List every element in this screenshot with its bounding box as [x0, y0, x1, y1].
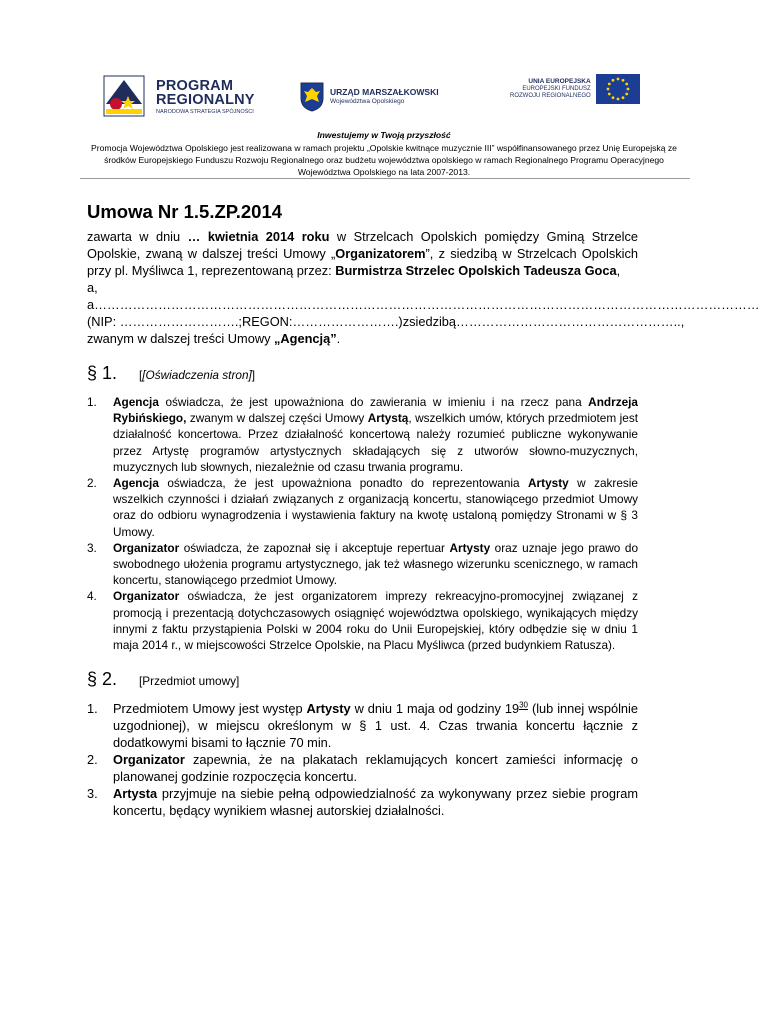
section-1-title: [[Oświadczenia stron]]: [139, 368, 256, 382]
item-text: (lub innej wspólnie uzgodnionej), w miejscu określonym w § 1 ust. 4. Czas trwania koncertu łącznie z dodatkowymi bisami to łącznie 70 min.: [113, 701, 638, 751]
section-2-heading: [87, 671, 638, 690]
artist-term: Artystą: [367, 411, 409, 426]
item-number: 2.: [87, 476, 97, 491]
ue-line2: EUROPEJSKI FUNDUSZ: [522, 85, 591, 92]
regon-label: REGON:: [242, 314, 293, 329]
list-item: [87, 588, 638, 653]
item-number: 3.: [87, 540, 97, 555]
list-item: [87, 475, 638, 540]
program-sub: NARODOWA STRATEGIA SPÓJNOŚCI: [156, 108, 254, 115]
item-text: przyjmuje na siebie pełną odpowiedzialność za wykonywany przez siebie program koncertu, będący wynikiem własnej autorskiej działalności.: [113, 786, 638, 819]
agency-line: [87, 330, 638, 347]
item-party: Organizator: [113, 752, 185, 768]
item-text: oświadcza, że jest upoważniona ponadto do reprezentowania: [158, 476, 529, 491]
item-text: , wszelkich umów, których przedmiotem jest działalność koncertowa. Przez działalność koncertową należy rozumieć publiczne wykonywanie przez Artystę programów artystycznych składających się z utworów słowno-muzycznych, muzycznych lub słownych, niezależnie od czasu trwania programu.: [113, 411, 638, 474]
opole-coat-of-arms-icon: [300, 82, 324, 112]
urzad-marszalkowski-logo: [300, 82, 439, 112]
intro-date: … kwietnia 2014 roku: [187, 229, 330, 244]
section-2-number: § 2.: [87, 669, 118, 690]
item-party: Agencja: [113, 476, 159, 491]
item-number: 1.: [87, 395, 97, 409]
item-text: oświadcza, że zapoznał się i akceptuje repertuar: [179, 540, 450, 555]
intro-text: zawarta w dniu: [87, 229, 188, 244]
intro-text: w Strzelcach Opolskich pomiędzy Gminą Strzelce Opolskie, zwaną w dalszej treści Umowy „: [87, 229, 638, 261]
item-text: oraz uznaje jego prawo do swobodnego ułożenia programu artystycznego, jak też własnego wizerunku scenicznego, w ramach koncertu, stanowiącego przedmiot Umowy.: [113, 540, 639, 588]
item-text: w zakresie wszelkich czynności i działań związanych z organizacją koncertu, stanowiącego przedmiot Umowy oraz do odbioru wynagrodzenia i wystawienia faktury na kwotę ustaloną pomiędzy Stronami w § 3 Umowy.: [113, 476, 638, 539]
list-item: [87, 700, 638, 751]
item-party: Organizator: [113, 589, 180, 604]
document-title: Umowa Nr 1.5.ZP.2014: [87, 201, 283, 222]
intro-line-a: a,: [87, 280, 98, 295]
unia-europejska-logo: [510, 74, 640, 104]
list-item: [87, 540, 638, 589]
item-text: oświadcza, że jest organizatorem imprezy rekreacyjno-promocyjnej związanej z promocją i prezentacją dotychczasowych osiągnięć województwa opolskiego, wynikających między innymi z faktu przystąpienia Polski w 2004 roku do Unii Europejskiej, który odbędzie się w dniu 1 maja 2014 r., w miejscowości Strzelce Opolskie, na Placu Myśliwca (przed budynkiem Ratusza).: [113, 589, 638, 653]
document-body: [87, 228, 760, 819]
header-divider: [80, 178, 690, 179]
item-text: w dniu 1 maja od godziny 19: [350, 701, 520, 717]
item-number: 3.: [87, 786, 98, 802]
nip-regon-line: [87, 313, 685, 330]
agency-term: „Agencją”: [274, 331, 337, 346]
item-text: oświadcza, że jest upoważniona do zawierania w imieniu i na rzecz pana: [158, 395, 589, 409]
eu-flag-icon: [596, 74, 640, 104]
item-number: 4.: [87, 589, 97, 604]
agency-text: zwanym w dalszej treści Umowy: [87, 331, 275, 346]
list-item: [87, 394, 638, 475]
seat-blank: ……………………………………………..,: [456, 314, 685, 329]
regon-blank: …………………….): [292, 314, 403, 329]
agency-text: .: [336, 331, 341, 346]
organizer-term: Organizatorem: [335, 246, 426, 261]
item-number: 1.: [87, 701, 98, 717]
artist-term: Artysty: [449, 540, 491, 555]
section-1-title-text: [Oświadczenia stron]: [142, 368, 252, 382]
item-party: Artysta: [113, 786, 158, 802]
intro-paragraph: [87, 228, 638, 279]
investment-notice: [80, 129, 688, 178]
item-party: Agencja: [113, 395, 159, 409]
section-1-list: [87, 394, 638, 653]
item-text: Przedmiotem Umowy jest występ: [113, 701, 307, 717]
item-text: zapewnia, że na plakatach reklamujących koncert zamieści informację o planowanej godzinie rozpoczęcia koncertu.: [113, 752, 638, 785]
program-line1: PROGRAM: [156, 77, 234, 94]
ue-line3: ROZWOJU REGIONALNEGO: [510, 92, 591, 99]
agency-name-blank: …………………………………………………………………………………………………………………………………………: [94, 297, 760, 312]
invest-text: Promocja Województwa Opolskiego jest realizowana w ramach projektu „Opolskie kwitnące muzycznie III” współfinansowanego przez Unię Europejską ze środków Europejskiego Funduszu Rozwoju Regionalnego oraz budżetu województwa opolskiego w ramach Regionalnego Programu Operacyjnego Województwa Opolskiego na lata 2007-2013.: [91, 143, 677, 177]
ue-line1: UNIA EUROPEJSKA: [528, 78, 591, 86]
program-regionalny-emblem-icon: [98, 74, 150, 120]
item-party: Organizator: [113, 540, 180, 555]
program-line2: REGIONALNY: [156, 92, 255, 109]
list-item: [87, 751, 638, 785]
item-text: zwanym w dalszej części Umowy: [186, 411, 368, 426]
time-minutes: 30: [519, 700, 528, 710]
intro-text: ”, z siedzibą w Strzelcach Opolskich przy pl. Myśliwca 1, reprezentowaną przez:: [87, 246, 638, 278]
intro-text: ,: [616, 263, 621, 278]
invest-title: Inwestujemy w Twoją przyszłość: [317, 130, 451, 140]
artist-term: Artysty: [528, 476, 569, 491]
artist-term: Artysty: [306, 701, 351, 717]
mayor-name: Burmistrza Strzelec Opolskich Tadeusza Goca: [335, 263, 617, 278]
header-logos: [90, 70, 650, 120]
artist-name: Andrzeja Rybińskiego,: [113, 395, 638, 426]
nip-regon-text: siedzibą: [409, 314, 457, 329]
intro-line-b: [87, 296, 760, 313]
intro-line-b-prefix: a: [87, 297, 95, 312]
section-2-title: [Przedmiot umowy]: [139, 674, 240, 689]
urzad-line1: URZĄD MARSZAŁKOWSKI: [330, 87, 439, 98]
list-item: [87, 785, 638, 819]
nip-blank: (NIP: ……………………….;: [87, 314, 242, 329]
item-number: 2.: [87, 752, 98, 768]
section-1-number: § 1.: [87, 363, 118, 383]
urzad-line2: Województwa Opolskiego: [330, 98, 405, 106]
section-2-list: [87, 700, 638, 819]
nip-regon-text: z: [402, 314, 410, 329]
program-regionalny-logo: [98, 74, 255, 120]
section-1-heading: [87, 365, 638, 384]
